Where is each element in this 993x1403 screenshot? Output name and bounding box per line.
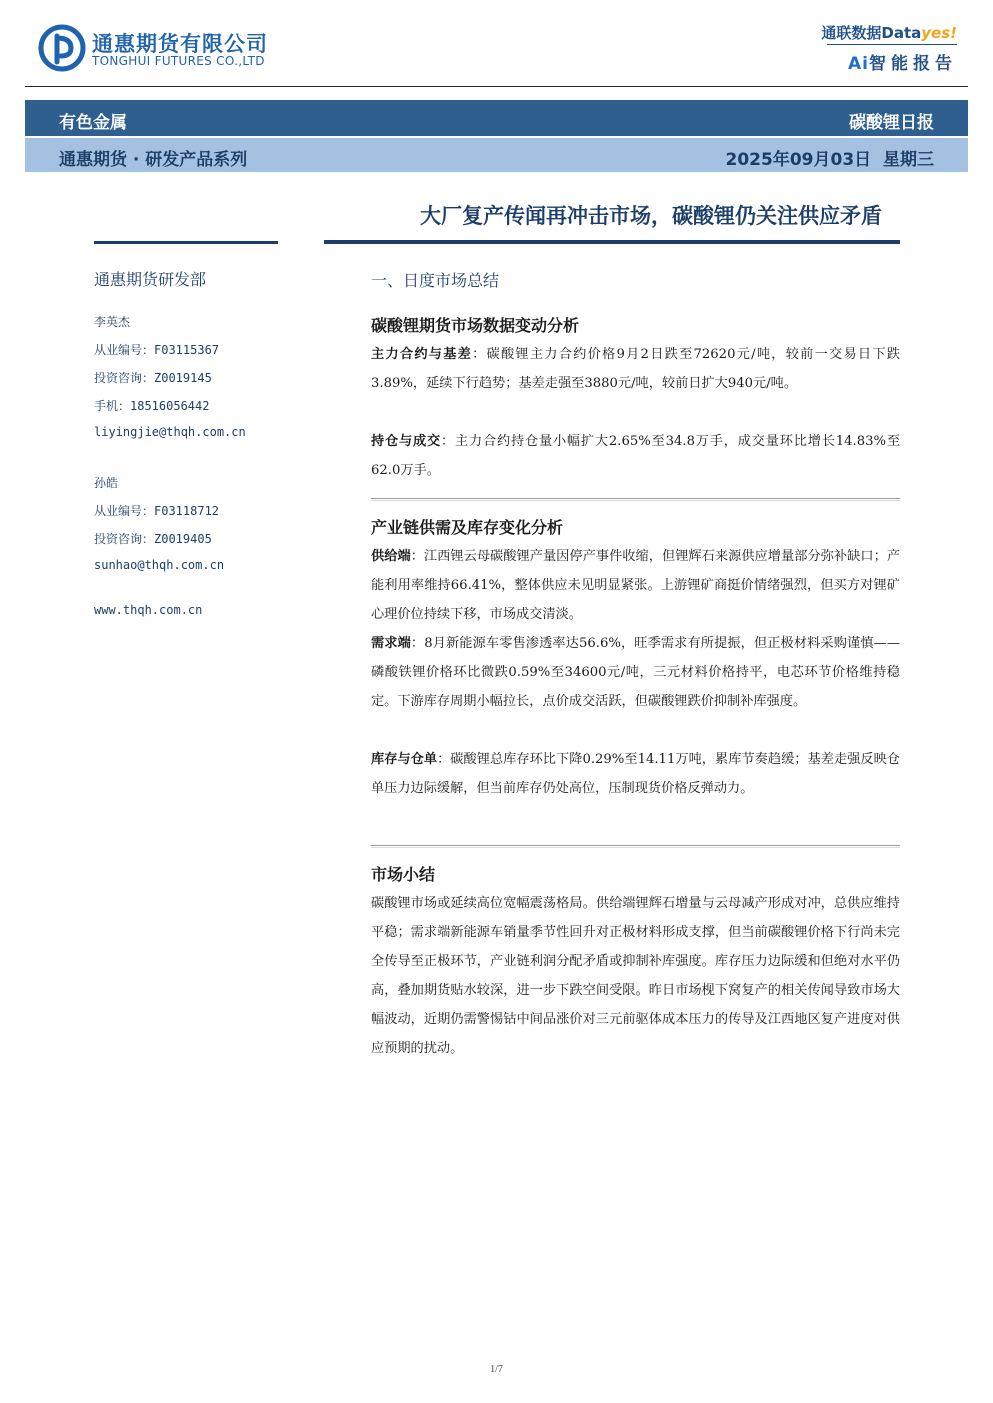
author-phone: 手机：18516056442: [94, 399, 210, 413]
author-email[interactable]: sunhao@thqh.com.cn: [94, 558, 225, 572]
series-bar: [25, 138, 968, 172]
para-label: 需求端: [371, 636, 411, 651]
sidebar-rule: [94, 241, 278, 244]
section-divider: [371, 845, 900, 846]
category-label: 有色金属: [59, 113, 127, 133]
research-dept: 通惠期货研发部: [94, 270, 207, 289]
author-email[interactable]: liyingjie@thqh.com.cn: [94, 425, 246, 439]
ai-report-label: [848, 49, 957, 74]
chain-paragraph-demand: [371, 629, 900, 716]
para-label: 库存与仓单: [371, 752, 438, 767]
chain-subtitle: 产业链供需及库存变化分析: [371, 518, 564, 537]
futures-paragraph-1: [371, 340, 900, 398]
datayes-logo: [821, 22, 957, 43]
futures-paragraph-2: [371, 427, 900, 485]
datayes-divider: [827, 44, 957, 45]
website-link[interactable]: www.thqh.com.cn: [94, 603, 203, 617]
para-text: ：碳酸锂主力合约价格9月2日跌至72620元/吨，较前一交易日下跌3.89%，延续下行趋势；基差走强至3880元/吨，较前日扩大940元/吨。: [371, 347, 900, 391]
para-text: ：主力合约持仓量小幅扩大2.65%至34.8万手，成交量环比增长14.83%至62.0万手。: [371, 434, 901, 478]
weekday-text: 星期三: [883, 150, 934, 170]
author-license: 从业编号：F03115367: [94, 343, 220, 357]
company-name-cn: 通惠期货有限公司: [92, 32, 268, 56]
section-title: 一、日度市场总结: [371, 271, 500, 290]
author-name: 李英杰: [94, 315, 131, 329]
para-label: 供给端: [371, 549, 411, 564]
summary-paragraph: 碳酸锂市场或延续高位宽幅震荡格局。供给端锂辉石增量与云母减产形成对冲，总供应维持平稳；需求端新能源车销量季节性回升对正极材料形成支撑，但当前碳酸锂价格下行尚未完全传导至正极环节，产业链利润分配矛盾或抑制补库强度。库存压力边际缓和但绝对水平仍高，叠加期货贴水较深，进一步下跌空间受限。昨日市场枧下窝复产的相关传闻导致市场大幅波动，近期仍需警惕钴中间品涨价对三元前驱体成本压力的传导及江西地区复产进度对供应预期的扰动。: [371, 896, 900, 1056]
report-type-label: 碳酸锂日报: [849, 113, 934, 133]
para-text: ：江西锂云母碳酸锂产量因停产事件收缩，但锂辉石来源供应增量部分弥补缺口；产能利用率维持66.41%，整体供应未见明显紧张。上游锂矿商挺价情绪强烈，但买方对锂矿心理价位持续下移，市场成交清淡。: [371, 549, 901, 622]
para-text: ：碳酸锂总库存环比下降0.29%至14.11万吨，累库节奏趋缓；基差走强反映仓单压力边际缓解，但当前库存仍处高位，压制现货价格反弹动力。: [371, 752, 900, 796]
para-label: 主力合约与基差: [371, 347, 473, 362]
author-name: 孙皓: [94, 476, 119, 490]
title-rule: [324, 240, 900, 244]
futures-subtitle: 碳酸锂期货市场数据变动分析: [371, 316, 580, 335]
tonghui-logo-icon: [38, 24, 86, 72]
datayes-cn: 通联数据: [821, 24, 882, 42]
ai-mark: Ai: [848, 54, 869, 74]
chain-paragraph-supply: [371, 542, 900, 629]
section-divider: [371, 498, 900, 499]
summary-subtitle: 市场小结: [371, 865, 436, 884]
author-consult: 投资咨询：Z0019405: [94, 532, 212, 546]
header-rule: [25, 86, 968, 87]
series-label: 通惠期货 · 研发产品系列: [59, 150, 248, 170]
author-consult: 投资咨询：Z0019145: [94, 371, 212, 385]
datayes-brand: Data: [881, 24, 922, 42]
para-label: 持仓与成交: [371, 434, 441, 449]
author-license: 从业编号：F03118712: [94, 504, 220, 518]
category-bar: [25, 100, 968, 136]
page-title: 大厂复产传闻再冲击市场，碳酸锂仍关注供应矛盾: [420, 204, 882, 228]
report-date: [726, 145, 934, 170]
date-text: 2025年09月03日: [725, 150, 872, 170]
para-text: ：8月新能源车零售渗透率达56.6%，旺季需求有所提振，但正极材料采购谨慎——磷酸铁锂价格环比微跌0.59%至34600元/吨，三元材料价格持平，电芯环节价格维持稳定。下游库存周期小幅拉长，点价成交活跃，但碳酸锂跌价抑制补库强度。: [371, 636, 901, 709]
ai-report-text: 智能报告: [869, 54, 957, 74]
chain-paragraph-inventory: [371, 745, 900, 803]
datayes-yes: yes!: [921, 24, 957, 42]
page-number: 1/7: [490, 1364, 503, 1375]
company-name-en: TONGHUI FUTURES CO.,LTD: [92, 54, 265, 68]
